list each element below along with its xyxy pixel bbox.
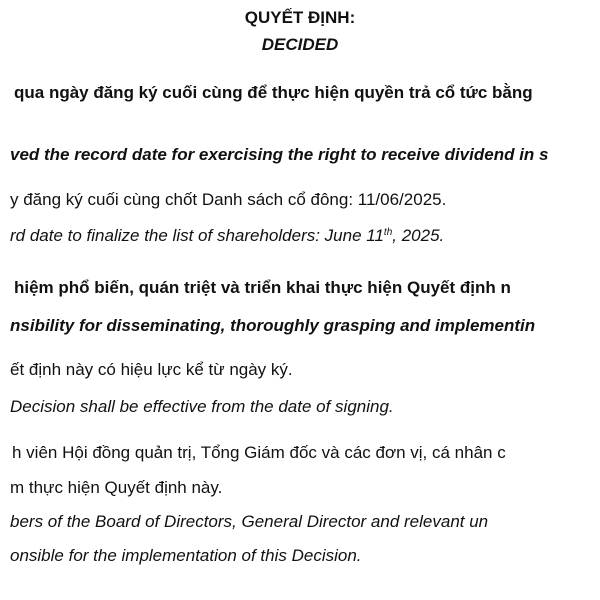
record-date-en-suffix: , 2025. (392, 226, 445, 245)
record-date-en-prefix: rd date to finalize the list of shareholders: June 11 (10, 226, 384, 245)
heading-en: DECIDED (261, 35, 339, 54)
article1-vi: qua ngày đăng ký cuối cùng để thực hiện quyền trả cổ tức bằng (14, 83, 533, 102)
article1-en: ved the record date for exercising the right to receive dividend in s (10, 145, 549, 164)
article2-en: nsibility for disseminating, thoroughly grasping and implementin (10, 316, 536, 335)
article4-en-line1: bers of the Board of Directors, General Director and relevant un (10, 512, 489, 531)
heading-vi: QUYẾT ĐỊNH: (244, 8, 356, 27)
record-date-en-sup: th (383, 227, 393, 238)
article3-en: Decision shall be effective from the date of signing. (10, 397, 394, 416)
article2-vi: hiệm phổ biến, quán triệt và triển khai thực hiện Quyết định n (14, 278, 511, 297)
article4-en-line2: onsible for the implementation of this Decision. (10, 546, 362, 565)
record-date-vi: y đăng ký cuối cùng chốt Danh sách cổ đông: 11/06/2025. (10, 190, 447, 209)
article4-vi-line1: h viên Hội đồng quản trị, Tổng Giám đốc và các đơn vị, cá nhân c (12, 443, 506, 462)
article3-vi: ết định này có hiệu lực kể từ ngày ký. (10, 360, 293, 379)
record-date-en (10, 226, 444, 246)
article4-vi-line2: m thực hiện Quyết định này. (10, 478, 223, 497)
